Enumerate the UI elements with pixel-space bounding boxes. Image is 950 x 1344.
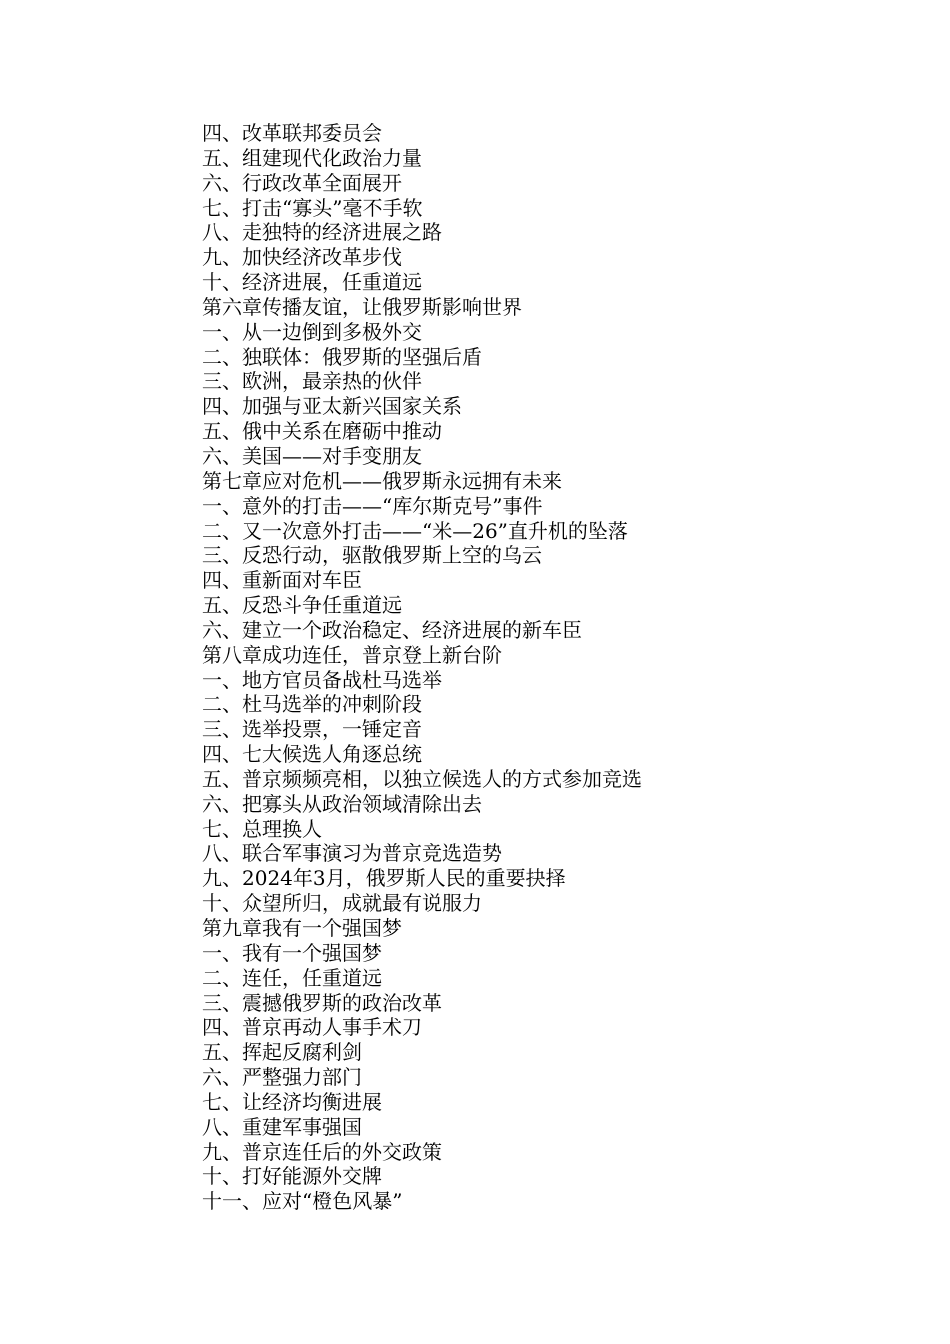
toc-entry-section: 五、反恐斗争任重道远	[202, 593, 402, 618]
toc-entry-section: 四、重新面对车臣	[202, 568, 362, 593]
toc-entry-section: 四、加强与亚太新兴国家关系	[202, 394, 462, 419]
toc-entry-section: 五、组建现代化政治力量	[202, 145, 422, 170]
toc-entry-section: 三、反恐行动，驱散俄罗斯上空的乌云	[202, 543, 542, 568]
toc-entry-section: 六、建立一个政治稳定、经济进展的新车臣	[202, 617, 582, 642]
toc-entry-section: 二、连任，任重道远	[202, 965, 382, 990]
toc-entry-section: 七、总理换人	[202, 816, 322, 841]
toc-entry-section: 六、把寡头从政治领域清除出去	[202, 791, 482, 816]
toc-entry-section: 五、挥起反腐利剑	[202, 1040, 362, 1065]
toc-entry-section: 九、2024年3月，俄罗斯人民的重要抉择	[202, 866, 566, 891]
toc-entry-section: 二、独联体：俄罗斯的坚强后盾	[202, 344, 482, 369]
table-of-contents	[202, 121, 902, 1214]
toc-entry-chapter: 第六章传播友谊，让俄罗斯影响世界	[202, 294, 522, 319]
toc-entry-section: 十、打好能源外交牌	[202, 1164, 382, 1189]
toc-entry-section: 四、改革联邦委员会	[202, 121, 382, 145]
toc-entry-section: 七、打击“寡头”毫不手软	[202, 195, 423, 220]
toc-entry-section: 四、普京再动人事手术刀	[202, 1015, 422, 1040]
toc-entry-section: 十、经济进展，任重道远	[202, 270, 422, 295]
toc-entry-chapter: 第九章我有一个强国梦	[202, 916, 402, 940]
toc-entry-chapter: 第七章应对危机——俄罗斯永远拥有未来	[202, 468, 562, 493]
toc-entry-section: 三、欧洲，最亲热的伙伴	[202, 369, 422, 394]
toc-entry-section: 一、意外的打击——“库尔斯克号”事件	[202, 493, 543, 518]
toc-entry-section: 三、震撼俄罗斯的政治改革	[202, 990, 442, 1015]
toc-entry-section: 一、地方官员备战杜马选举	[202, 667, 442, 692]
toc-entry-section: 十、众望所归，成就最有说服力	[202, 891, 482, 916]
toc-entry-section: 八、联合军事演习为普京竞选造势	[202, 841, 502, 866]
toc-entry-section: 一、从一边倒到多极外交	[202, 319, 422, 344]
toc-entry-section: 一、我有一个强国梦	[202, 940, 382, 965]
toc-entry-section: 六、严整强力部门	[202, 1065, 362, 1090]
toc-entry-section: 二、杜马选举的冲刺阶段	[202, 692, 422, 717]
toc-entry-section: 六、美国——对手变朋友	[202, 443, 422, 468]
toc-entry-section: 五、普京频频亮相，以独立候选人的方式参加竞选	[202, 766, 642, 791]
toc-entry-section: 九、普京连任后的外交政策	[202, 1139, 442, 1164]
toc-entry-section: 五、俄中关系在磨砺中推动	[202, 419, 442, 444]
toc-entry-chapter: 第八章成功连任，普京登上新台阶	[202, 642, 502, 667]
toc-entry-section: 八、走独特的经济进展之路	[202, 220, 442, 245]
toc-entry-section: 二、又一次意外打击——“米—26”直升机的坠落	[202, 518, 628, 543]
toc-entry-section: 六、行政改革全面展开	[202, 170, 402, 195]
toc-entry-section: 十一、应对“橙色风暴”	[202, 1189, 403, 1214]
toc-entry-section: 八、重建军事强国	[202, 1114, 362, 1139]
toc-entry-section: 四、七大候选人角逐总统	[202, 742, 422, 767]
toc-entry-section: 七、让经济均衡进展	[202, 1089, 382, 1114]
toc-entry-section: 九、加快经济改革步伐	[202, 245, 402, 270]
toc-entry-section: 三、选举投票，一锤定音	[202, 717, 422, 742]
